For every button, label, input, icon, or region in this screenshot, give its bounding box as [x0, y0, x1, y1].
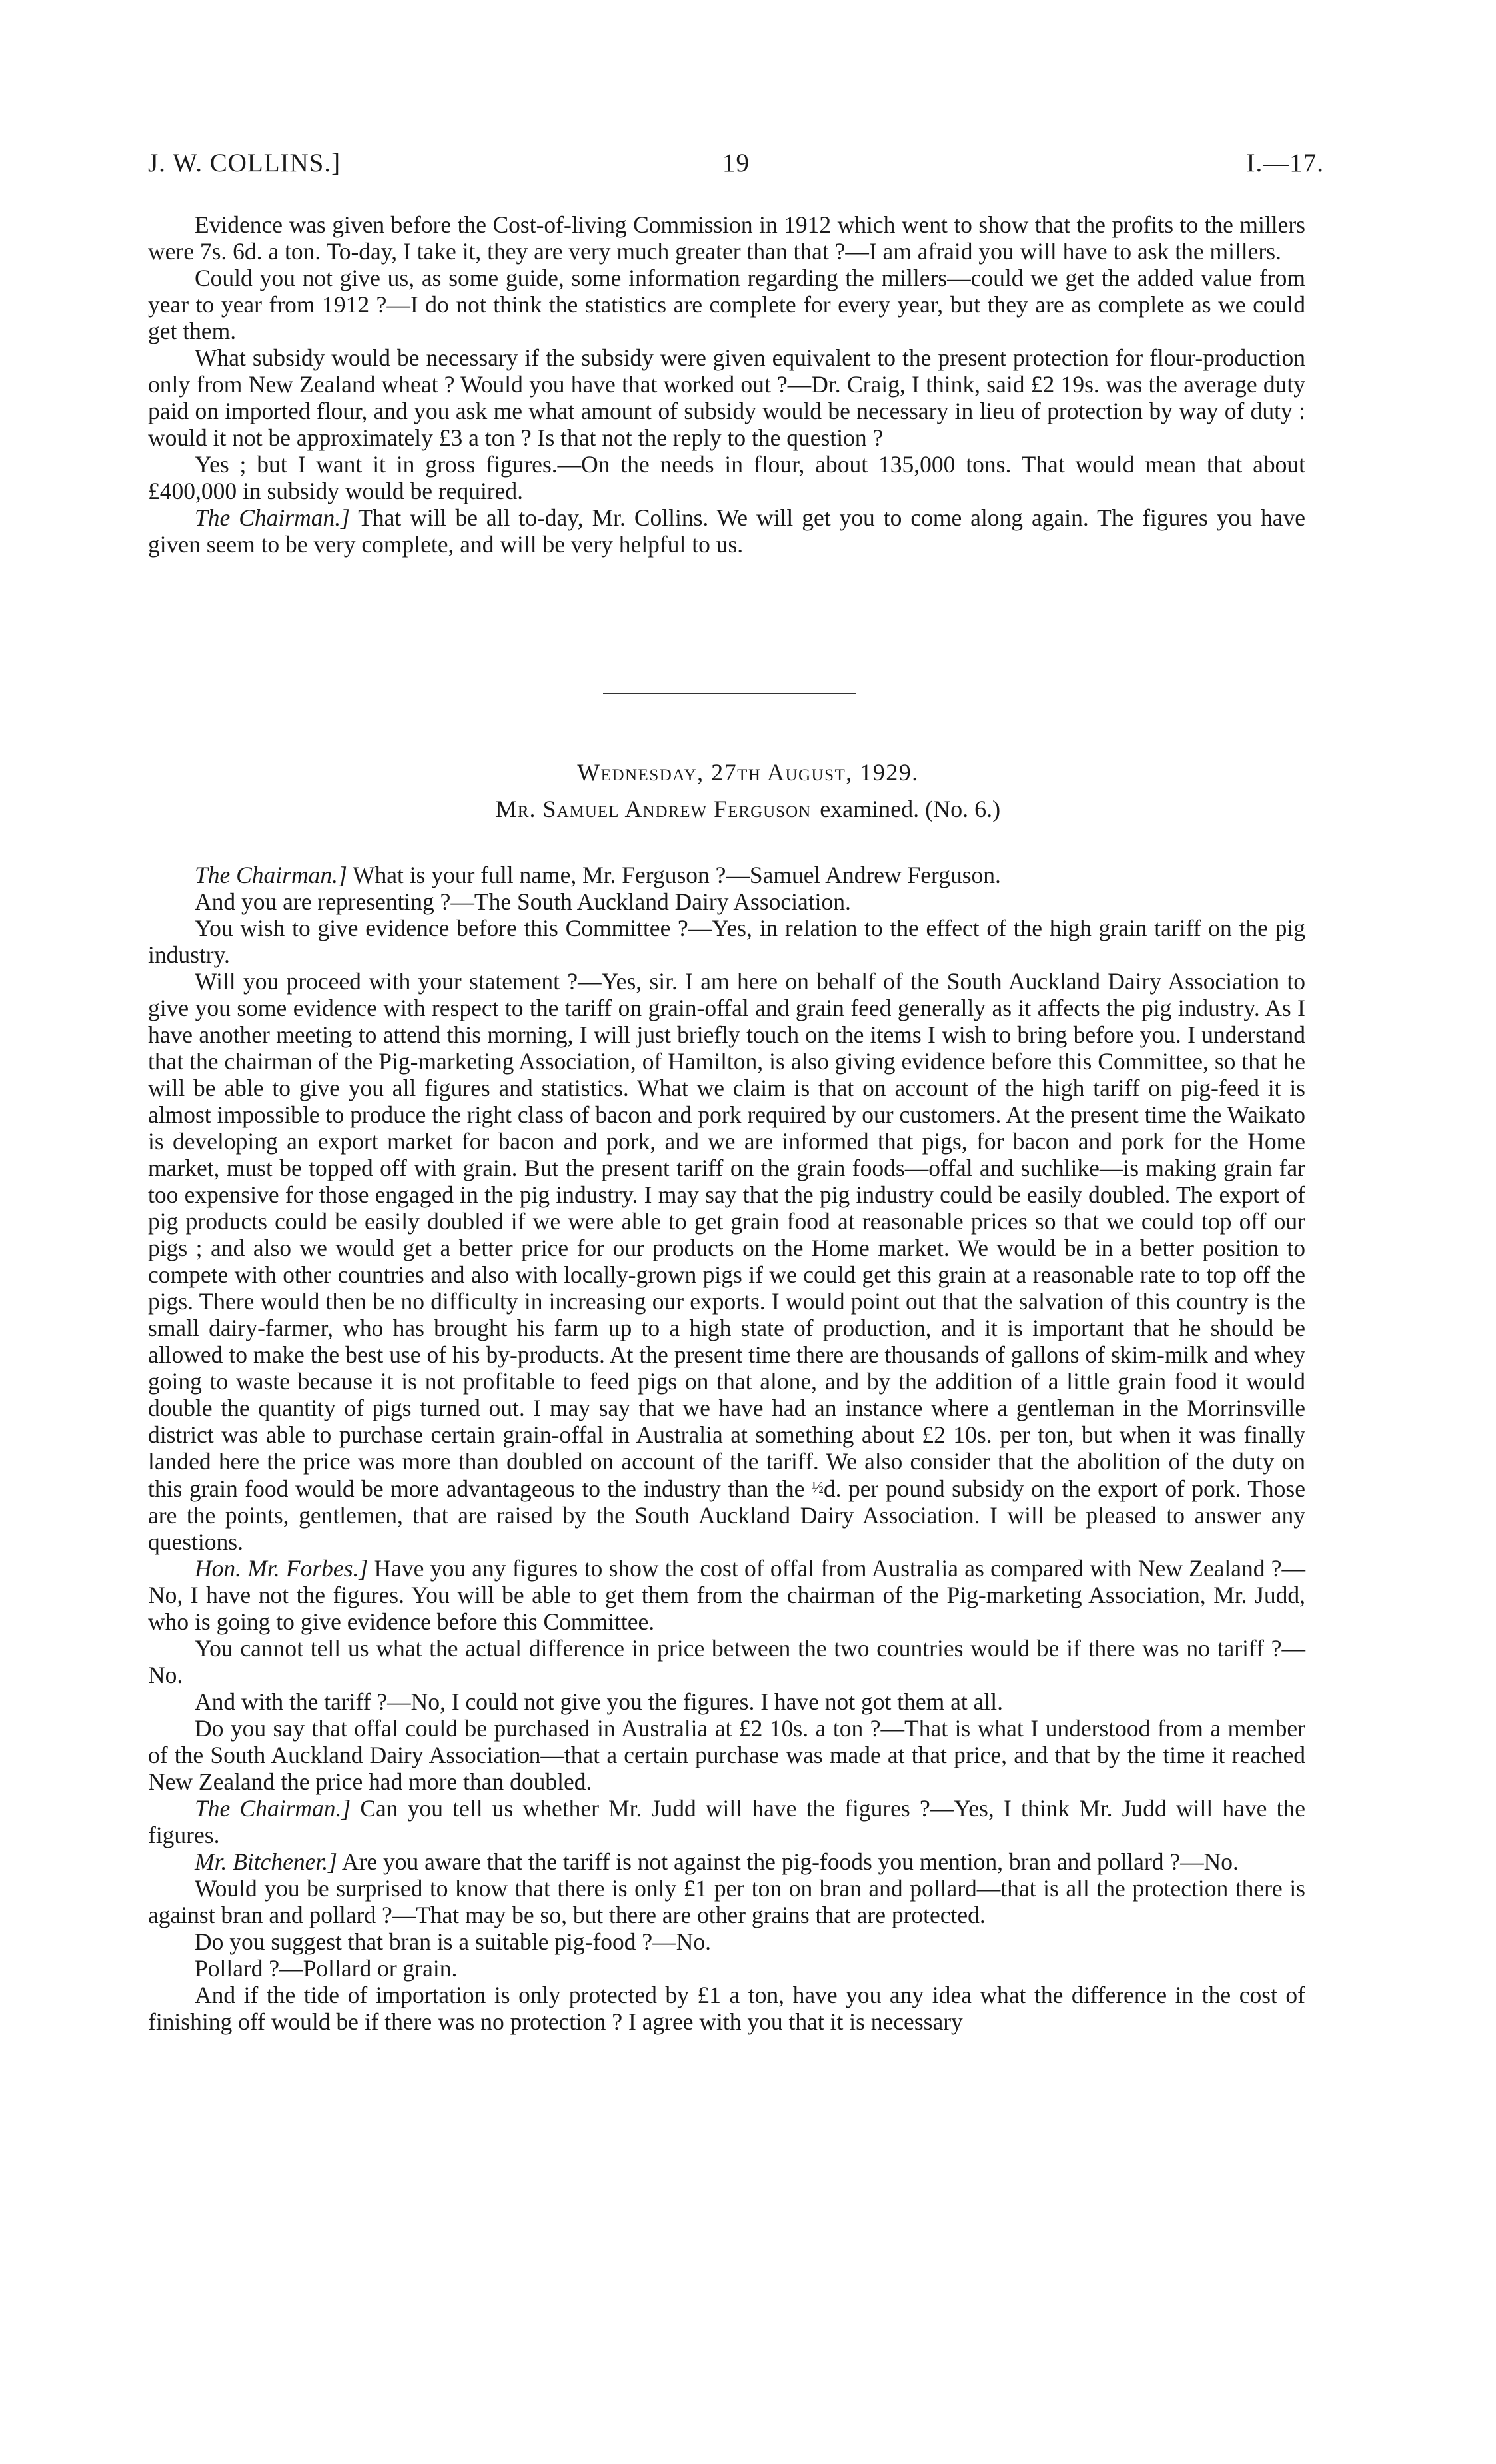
speaker-label: The Chairman.]: [195, 862, 347, 888]
header-witness-name: J. W. COLLINS.]: [148, 149, 341, 177]
paragraph-text: Can you tell us whether Mr. Judd will have the figures ?—Yes, I think Mr. Judd will have the figures.: [148, 1795, 1305, 1848]
running-header: [148, 148, 1324, 188]
testimony-ferguson: [148, 862, 1305, 2035]
paragraph: [148, 1635, 1305, 1688]
paragraph-text: What is your full name, Mr. Ferguson ?—Samuel Andrew Ferguson.: [347, 862, 1001, 888]
witness-name: Mr. Samuel Andrew Ferguson: [495, 796, 812, 822]
witness-examined-label: examined. (No. 6.): [820, 796, 1001, 822]
paragraph-text: Do you suggest that bran is a suitable pig-food ?—No.: [195, 1928, 711, 1955]
paragraph: [148, 1955, 1305, 1982]
paragraph: [148, 265, 1305, 344]
paragraph: [148, 1982, 1305, 2035]
paragraph: [148, 504, 1305, 558]
page-number: 19: [722, 149, 750, 177]
paragraph: [148, 211, 1305, 265]
paragraph: [148, 1795, 1305, 1848]
paragraph-text: Evidence was given before the Cost-of-living Commission in 1912 which went to show that the profits to the millers were 7s. 6d. a ton. To-day, I take it, they are very much greater than that ?—I am afraid you will have to ask the millers.: [148, 211, 1305, 265]
paragraph: [148, 344, 1305, 451]
document-reference: I.—17.: [1246, 149, 1324, 177]
paragraph: [148, 1555, 1305, 1635]
sitting-date-heading: Wednesday, 27th August, 1929.: [577, 759, 919, 786]
testimony-collins-continued: [148, 211, 1305, 558]
paragraph-text: You wish to give evidence before this Committee ?—Yes, in relation to the effect of the high grain tariff on the pig industry.: [148, 915, 1305, 968]
paragraph-text: Will you proceed with your statement ?—Yes, sir. I am here on behalf of the South Auckland Dairy Association to give you some evidence with respect to the tariff on grain-offal and grain feed generally as it affects the pig industry. As I have another meeting to attend this morning, I will just briefly touch on the items I wish to bring before you. I understand that the chairman of the Pig-marketing Association, of Hamilton, is also giving evidence before this Committee, so that he will be able to give you all figures and statistics. What we claim is that on account of the high tariff on pig-feed it is almost impossible to produce the right class of bacon and pork required by our customers. At the present time the Waikato is developing an export market for bacon and pork, and we are informed that pigs, for bacon and pork for the Home market, must be topped off with grain. But the present tariff on the grain foods—offal and suchlike—is making grain far too expensive for those engaged in the pig industry. I may say that the pig industry could be easily doubled. The export of pig products could be easily doubled if we were able to get grain food at reasonable prices so that we could top off our pigs ; and also we would get a better price for our products on the Home market. We would be in a better position to compete with other countries and also with locally-grown pigs if we could get this grain at a reasonable rate to top off the pigs. There would then be no difficulty in increasing our exports. I would point out that the salvation of this country is the small dairy-farmer, who has brought his farm up to a high state of production, and it is important that he should be allowed to make the best use of his by-products. At the present time there are thousands of gallons of skim-milk and whey going to waste because it is not profitable to feed pigs on that alone, and by the addition of a little grain food it would double the quantity of pigs turned out. I may say that we have had an instance where a gentleman in the Morrinsville district was able to purchase certain grain-offal in Australia at something about £2 10s. per ton, but when it was finally landed here the price was more than doubled on account of the tariff. We also consider that the abolition of the duty on this grain food would be more advantageous to the industry than the: [148, 968, 1305, 1502]
paragraph-text: d. per pound subsidy on the export of pork. Those are the points, gentlemen, that are raised by the South Auckland Dairy Association. I will be pleased to answer any questions.: [148, 1475, 1306, 1555]
paragraph-text: Yes ; but I want it in gross figures.—On the needs in flour, about 135,000 tons. That would mean that about £400,000 in subsidy would be required.: [148, 451, 1305, 504]
paragraph-text: And if the tide of importation is only protected by £1 a ton, have you any idea what the difference in the cost of finishing off would be if there was no protection ? I agree with you that it is necessary: [148, 1982, 1305, 2035]
paragraph: [148, 915, 1305, 968]
paragraph-text: That will be all to-day, Mr. Collins. We will get you to come along again. The figures you have given seem to be very complete, and will be very helpful to us.: [148, 504, 1305, 558]
witness-heading: [0, 795, 1496, 823]
paragraph-text: Have you any figures to show the cost of offal from Australia as compared with New Zealand ?—No, I have not the figures. You will be able to get them from the chairman of the Pig-marketing Association, Mr. Judd, who is going to give evidence before this Committee.: [148, 1555, 1305, 1635]
paragraph-text: Do you say that offal could be purchased in Australia at £2 10s. a ton ?—That is what I understood from a member of the South Auckland Dairy Association—that a certain purchase was made at that price, and that by the time it reached New Zealand the price had more than doubled.: [148, 1715, 1305, 1795]
paragraph: [148, 968, 1305, 1555]
paragraph-text: Could you not give us, as some guide, some information regarding the millers—could we get the added value from year to year from 1912 ?—I do not think the statistics are complete for every year, but they are as complete as we could get them.: [148, 265, 1305, 344]
speaker-label: The Chairman.]: [195, 1795, 351, 1822]
speaker-label: The Chairman.]: [195, 504, 350, 531]
paragraph-text: You cannot tell us what the actual difference in price between the two countries would be if there was no tariff ?—No.: [148, 1635, 1305, 1688]
paragraph: [148, 451, 1305, 504]
paragraph: [148, 1848, 1305, 1875]
paragraph: [148, 888, 1305, 915]
speaker-label: Hon. Mr. Forbes.]: [195, 1555, 369, 1582]
paragraph-text: Pollard ?—Pollard or grain.: [195, 1955, 458, 1982]
paragraph: [148, 1715, 1305, 1795]
section-divider: [603, 693, 856, 694]
speaker-label: Mr. Bitchener.]: [195, 1848, 337, 1875]
fraction: ½: [811, 1479, 824, 1497]
paragraph-text: What subsidy would be necessary if the subsidy were given equivalent to the present protection for flour-production only from New Zealand wheat ? Would you have that worked out ?—Dr. Craig, I think, said £2 19s. was the average duty paid on imported flour, and you ask me what amount of subsidy would be necessary in lieu of protection by way of duty : would it not be approximately £3 a ton ? Is that not the reply to the question ?: [148, 344, 1305, 451]
paragraph: [148, 1688, 1305, 1715]
paragraph-text: And you are representing ?—The South Auckland Dairy Association.: [195, 888, 851, 915]
paragraph-text: Would you be surprised to know that there is only £1 per ton on bran and pollard—that is all the protection there is against bran and pollard ?—That may be so, but there are other grains that are protected.: [148, 1875, 1305, 1928]
paragraph: [148, 862, 1305, 888]
paragraph: [148, 1875, 1305, 1928]
paragraph-text: And with the tariff ?—No, I could not give you the figures. I have not got them at all.: [195, 1688, 1003, 1715]
paragraph-text: Are you aware that the tariff is not against the pig-foods you mention, bran and pollard ?—No.: [337, 1848, 1239, 1875]
paragraph: [148, 1928, 1305, 1955]
